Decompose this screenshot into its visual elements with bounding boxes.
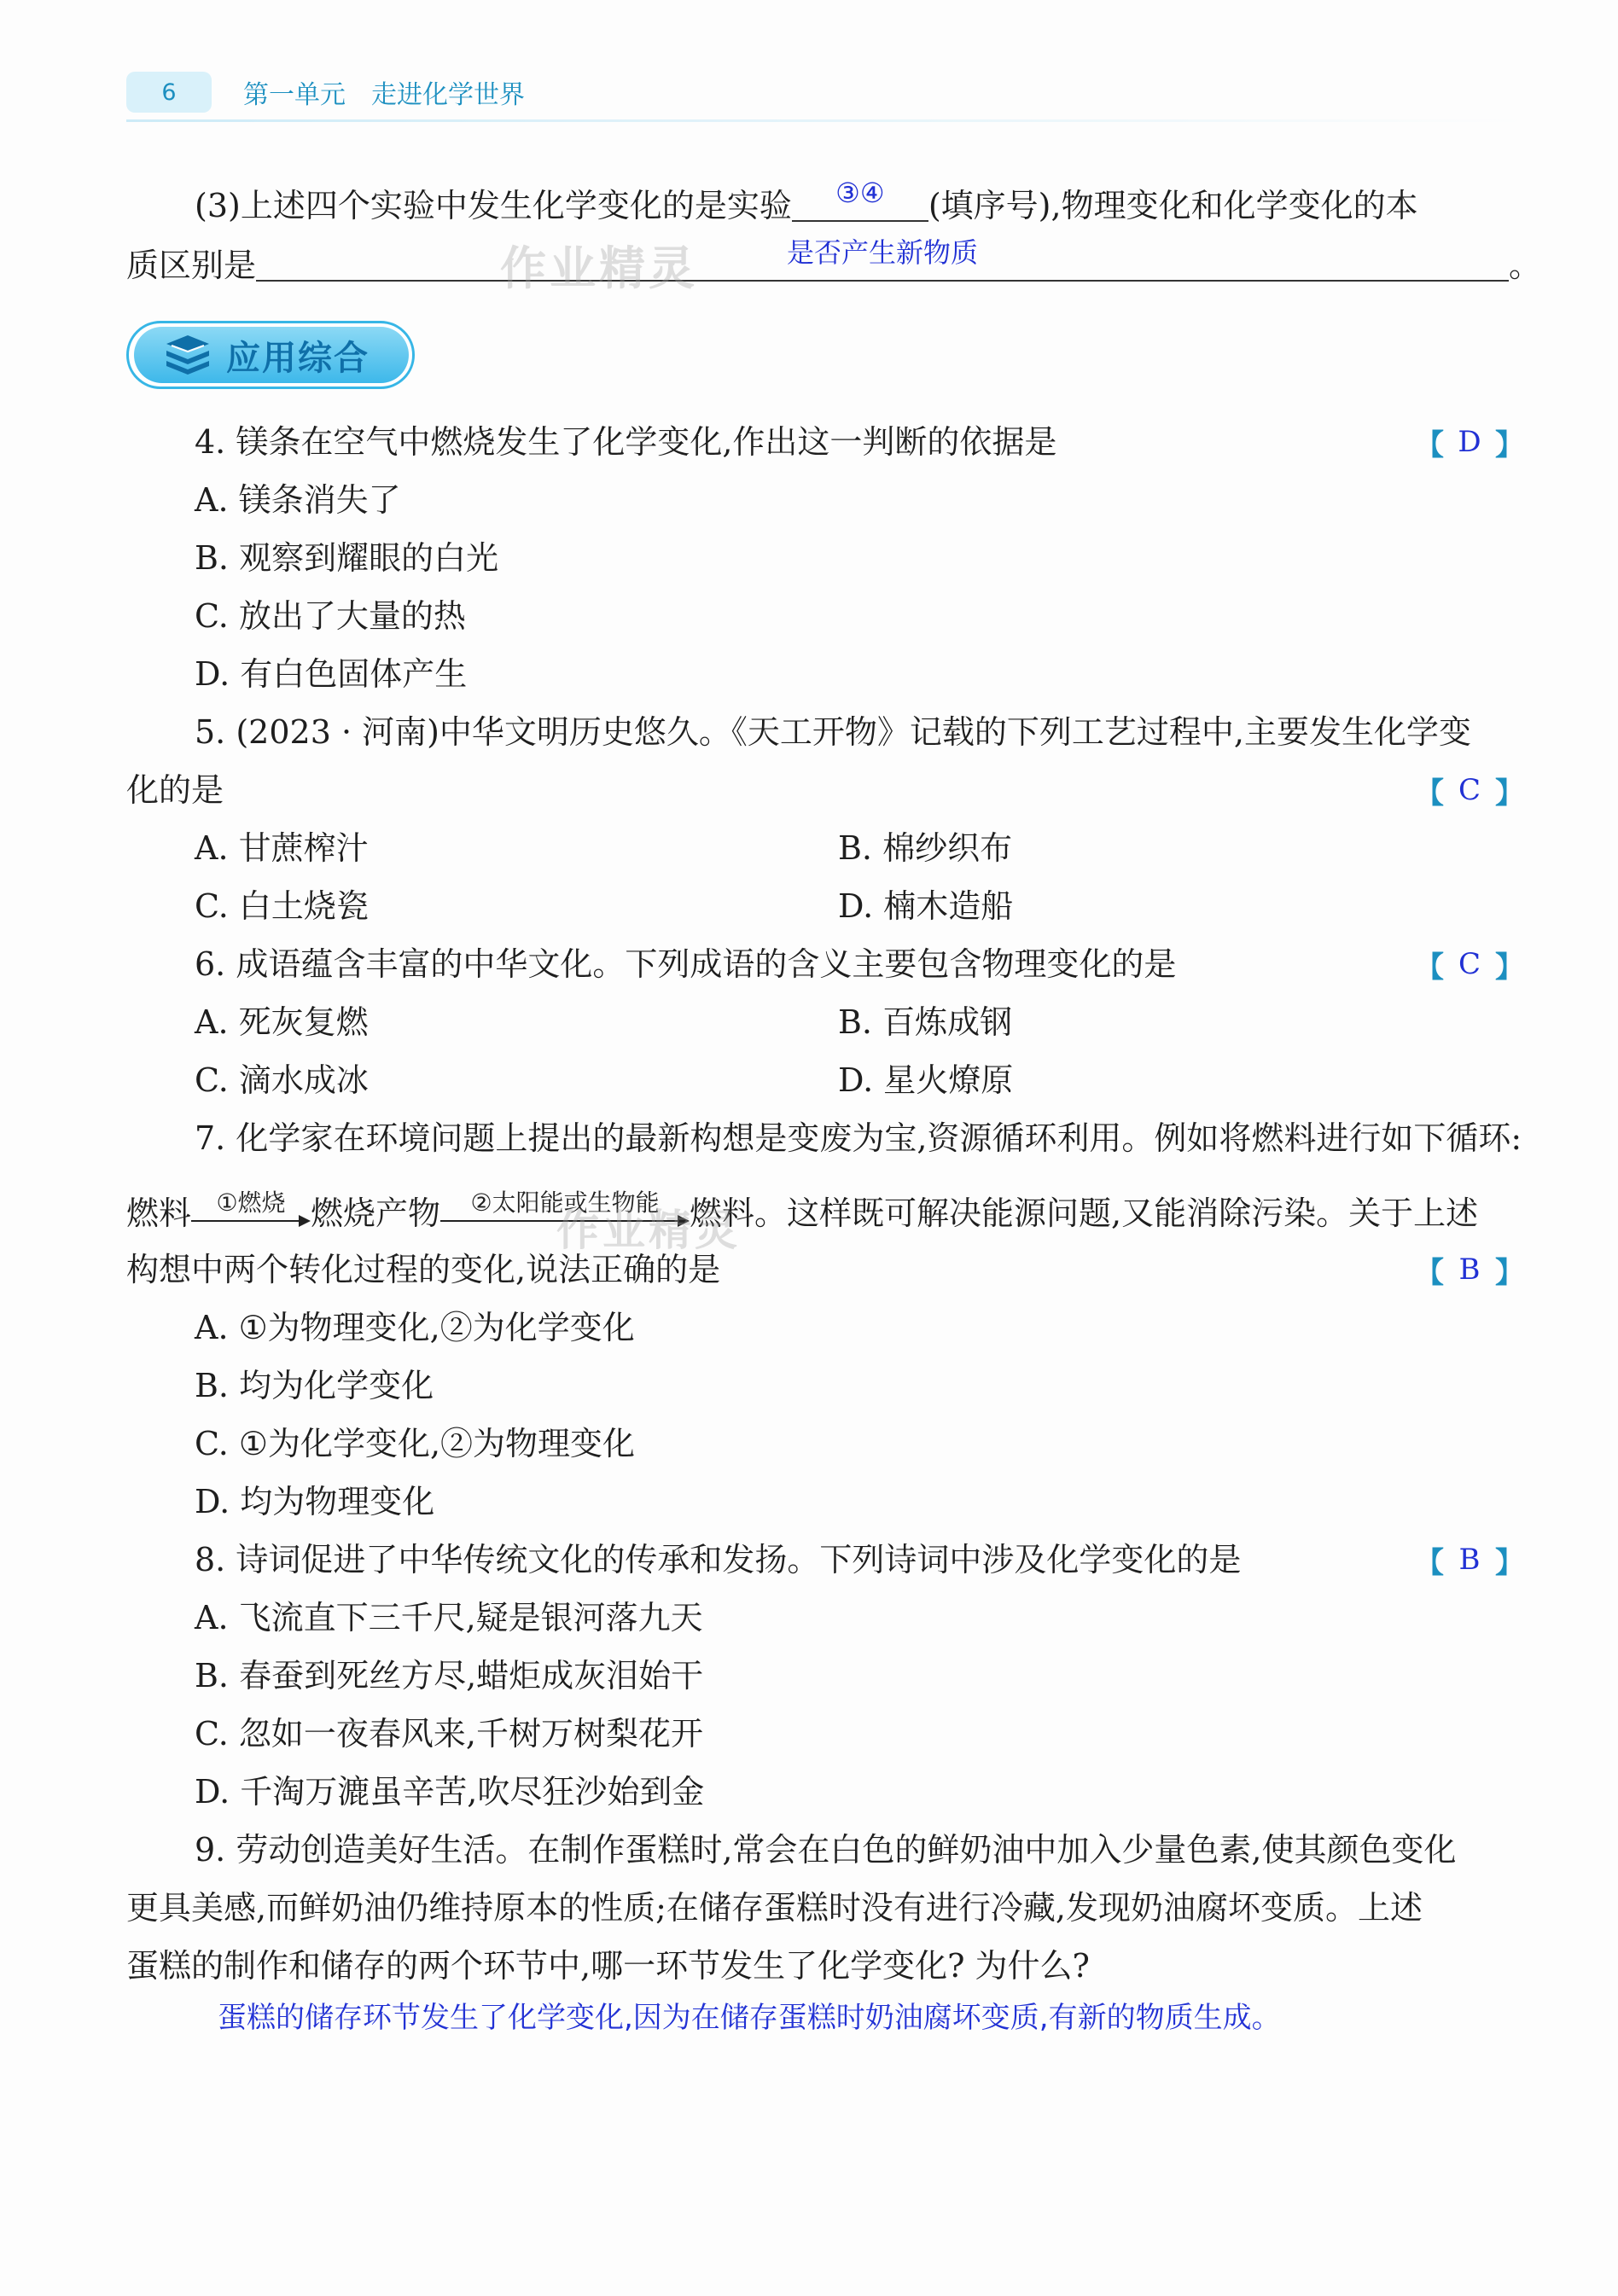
q7-stem-line3: 构想中两个转化过程的变化,说法正确的是	[126, 1251, 721, 1288]
q3-line2: 质区别是 是否产生新物质 。	[126, 242, 1541, 288]
q5-option-a: A. 甘蔗榨汁	[195, 829, 369, 867]
q7-answer: B	[1458, 1253, 1481, 1287]
q8-stem: 8. 诗词促进了中华传统文化的传承和发扬。下列诗词中涉及化学变化的是	[195, 1541, 1242, 1578]
q4-option-d: D. 有白色固体产生	[195, 655, 468, 693]
q6-option-c: C. 滴水成冰	[195, 1061, 369, 1099]
unit-label: 第一单元	[243, 80, 346, 110]
q5-answer-box: 【 C 】	[1415, 773, 1524, 811]
q9-stem-line1: 9. 劳动创造美好生活。在制作蛋糕时,常会在白色的鲜奶油中加入少量色素,使其颜色变化	[195, 1831, 1457, 1869]
unit-title: 走进化学世界	[371, 80, 525, 110]
q7-answer-box: 【 B 】	[1415, 1253, 1524, 1290]
q3-line1: (3)上述四个实验中发生化学变化的是实验 ③④ (填序号),物理变化和化学变化的本	[195, 183, 1418, 228]
page-number: 6	[126, 72, 212, 113]
q6-stem: 6. 成语蕴含丰富的中华文化。下列成语的含义主要包含物理变化的是	[195, 945, 1177, 983]
watermark: 作业精灵	[500, 241, 698, 295]
q8-option-a: A. 飞流直下三千尺,疑是银河落九天	[195, 1599, 703, 1636]
arrow-combustion: ①燃烧	[191, 1195, 311, 1239]
arrow-solar-bio: ②太阳能或生物能	[440, 1195, 690, 1239]
q8-option-b: B. 春蚕到死丝方尽,蜡炬成灰泪始干	[195, 1657, 704, 1694]
q5-stem-line1: 5. (2023 · 河南)中华文明历史悠久。《天工开物》记载的下列工艺过程中,主要发生化学变	[195, 713, 1472, 751]
header-rule	[126, 119, 1526, 122]
q7-option-b: B. 均为化学变化	[195, 1367, 434, 1404]
q7-stem-line1: 7. 化学家在环境问题上提出的最新构想是变废为宝,资源循环利用。例如将燃料进行如下循环:	[195, 1119, 1522, 1157]
q8-answer: B	[1458, 1543, 1481, 1577]
q9-stem-line2: 更具美感,而鲜奶油仍维持原本的性质;在储存蛋糕时没有进行冷藏,发现奶油腐坏变质。上述	[126, 1889, 1423, 1927]
q4-option-a: A. 镁条消失了	[195, 481, 401, 519]
q7-option-c: C. ①为化学变化,②为物理变化	[195, 1425, 636, 1462]
q8-answer-box: 【 B 】	[1415, 1543, 1524, 1580]
q5-answer: C	[1458, 773, 1481, 807]
q7-option-d: D. 均为物理变化	[195, 1483, 435, 1520]
books-icon	[163, 335, 212, 375]
watermark-2: 作业精灵	[556, 1206, 741, 1255]
q4-answer: D	[1458, 425, 1481, 459]
q7-stem-line2: 燃料 ①燃烧 燃烧产物 ②太阳能或生物能 燃料。这样既可解决能源问题,又能消除污染。关于上述	[126, 1191, 1478, 1239]
q6-option-b: B. 百炼成钢	[838, 1003, 1013, 1041]
q9-answer: 蛋糕的储存环节发生了化学变化,因为在储存蛋糕时奶油腐坏变质,有新的物质生成。	[218, 2001, 1281, 2035]
q3-blank2	[256, 236, 1509, 282]
q6-answer-box: 【 C 】	[1415, 947, 1524, 985]
q4-stem: 4. 镁条在空气中燃烧发生了化学变化,作出这一判断的依据是	[195, 423, 1057, 461]
q7-option-a: A. ①为物理变化,②为化学变化	[195, 1309, 635, 1346]
q5-stem-line2: 化的是	[126, 771, 224, 809]
q6-option-d: D. 星火燎原	[838, 1061, 1014, 1099]
q3-answer1: ③④	[835, 177, 885, 209]
running-header	[243, 73, 525, 111]
q5-option-d: D. 楠木造船	[838, 887, 1014, 925]
section-banner	[126, 321, 415, 389]
q6-answer: C	[1458, 947, 1481, 981]
q3-blank1	[792, 177, 928, 222]
q5-option-c: C. 白土烧瓷	[195, 887, 369, 925]
q9-stem-line3: 蛋糕的制作和储存的两个环节中,哪一环节发生了化学变化? 为什么?	[126, 1947, 1090, 1985]
q4-option-b: B. 观察到耀眼的白光	[195, 539, 499, 577]
q3-answer2: 是否产生新物质	[787, 236, 979, 269]
q4-option-c: C. 放出了大量的热	[195, 597, 466, 635]
q8-option-d: D. 千淘万漉虽辛苦,吹尽狂沙始到金	[195, 1773, 705, 1811]
q6-option-a: A. 死灰复燃	[195, 1003, 369, 1041]
section-title: 应用综合	[226, 338, 370, 378]
q5-option-b: B. 棉纱织布	[838, 829, 1013, 867]
q8-option-c: C. 忽如一夜春风来,千树万树梨花开	[195, 1715, 703, 1753]
q4-answer-box: 【 D 】	[1415, 425, 1524, 462]
